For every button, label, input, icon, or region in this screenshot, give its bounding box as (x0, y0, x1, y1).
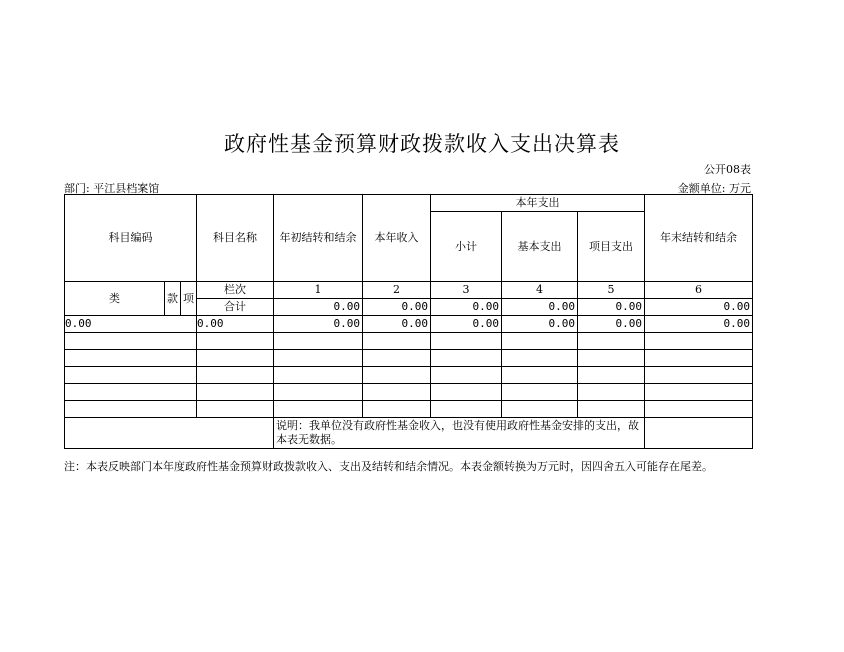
header-income: 本年收入 (363, 195, 431, 282)
department-label: 部门: 平江县档案馆 (64, 182, 160, 195)
empty-row (65, 401, 753, 418)
data-row-value: 0.00 (578, 316, 645, 333)
empty-cell (431, 333, 502, 350)
data-row-code: 0.00 (65, 316, 197, 333)
empty-cell (645, 350, 753, 367)
column-number: 3 (431, 282, 502, 299)
empty-cell (502, 367, 578, 384)
note-row (65, 418, 753, 449)
total-value: 0.00 (363, 299, 431, 316)
empty-cell (274, 384, 363, 401)
budget-table (64, 194, 753, 449)
empty-cell (578, 350, 645, 367)
empty-cell (65, 384, 197, 401)
empty-cell (274, 367, 363, 384)
empty-cell (645, 333, 753, 350)
empty-cell (502, 333, 578, 350)
empty-cell (578, 367, 645, 384)
header-lei: 类 (65, 282, 165, 316)
data-row-value: 0.00 (431, 316, 502, 333)
note-blank-cell (645, 418, 753, 449)
header-xiang: 项 (181, 282, 197, 316)
total-value: 0.00 (645, 299, 753, 316)
data-row-value: 0.00 (363, 316, 431, 333)
empty-cell (274, 401, 363, 418)
data-row (65, 316, 753, 333)
header-basic-expense: 基本支出 (502, 212, 578, 282)
empty-row (65, 350, 753, 367)
empty-cell (363, 401, 431, 418)
empty-cell (197, 384, 274, 401)
total-value: 0.00 (578, 299, 645, 316)
total-value: 0.00 (502, 299, 578, 316)
empty-cell (363, 384, 431, 401)
empty-cell (431, 350, 502, 367)
header-project-expense: 项目支出 (578, 212, 645, 282)
empty-cell (502, 401, 578, 418)
empty-cell (197, 401, 274, 418)
header-row-1 (65, 195, 753, 212)
empty-cell (274, 350, 363, 367)
empty-cell (645, 384, 753, 401)
total-label: 合计 (197, 299, 274, 316)
column-number: 1 (274, 282, 363, 299)
header-expense: 本年支出 (431, 195, 645, 212)
empty-cell (578, 333, 645, 350)
column-number: 4 (502, 282, 578, 299)
header-subject-code: 科目编码 (65, 195, 197, 282)
form-number: 公开08表 (704, 163, 751, 176)
empty-cell (197, 333, 274, 350)
data-row-value: 0.00 (502, 316, 578, 333)
empty-cell (363, 367, 431, 384)
total-value: 0.00 (274, 299, 363, 316)
data-row-value: 0.00 (274, 316, 363, 333)
empty-cell (363, 333, 431, 350)
header-end-balance: 年末结转和结余 (645, 195, 753, 282)
data-row-name: 0.00 (197, 316, 274, 333)
empty-cell (65, 350, 197, 367)
empty-cell (197, 367, 274, 384)
note-text: 说明：我单位没有政府性基金收入，也没有使用政府性基金安排的支出，故本表无数据。 (274, 418, 645, 449)
column-index-row (65, 282, 753, 299)
column-index-label: 栏次 (197, 282, 274, 299)
amount-unit-label: 金额单位: 万元 (677, 182, 751, 195)
header-subtotal: 小计 (431, 212, 502, 282)
empty-cell (197, 350, 274, 367)
total-value: 0.00 (431, 299, 502, 316)
header-begin-balance: 年初结转和结余 (274, 195, 363, 282)
footnote: 注：本表反映部门本年度政府性基金预算财政拨款收入、支出及结转和结余情况。本表金额转换为万元时，因四舍五入可能存在尾差。 (64, 460, 713, 473)
page-title: 政府性基金预算财政拨款收入支出决算表 (224, 132, 620, 156)
empty-cell (578, 401, 645, 418)
header-subject-name: 科目名称 (197, 195, 274, 282)
empty-cell (363, 350, 431, 367)
empty-cell (578, 384, 645, 401)
empty-row (65, 384, 753, 401)
empty-cell (65, 333, 197, 350)
column-number: 6 (645, 282, 753, 299)
empty-cell (645, 401, 753, 418)
note-blank-cell (65, 418, 274, 449)
column-number: 2 (363, 282, 431, 299)
empty-cell (65, 401, 197, 418)
data-row-value: 0.00 (645, 316, 753, 333)
empty-cell (65, 367, 197, 384)
empty-cell (274, 333, 363, 350)
header-kuan: 款 (165, 282, 181, 316)
empty-row (65, 367, 753, 384)
column-number: 5 (578, 282, 645, 299)
empty-cell (431, 367, 502, 384)
empty-row (65, 333, 753, 350)
empty-cell (502, 350, 578, 367)
empty-cell (502, 384, 578, 401)
empty-cell (645, 367, 753, 384)
empty-cell (431, 401, 502, 418)
empty-cell (431, 384, 502, 401)
